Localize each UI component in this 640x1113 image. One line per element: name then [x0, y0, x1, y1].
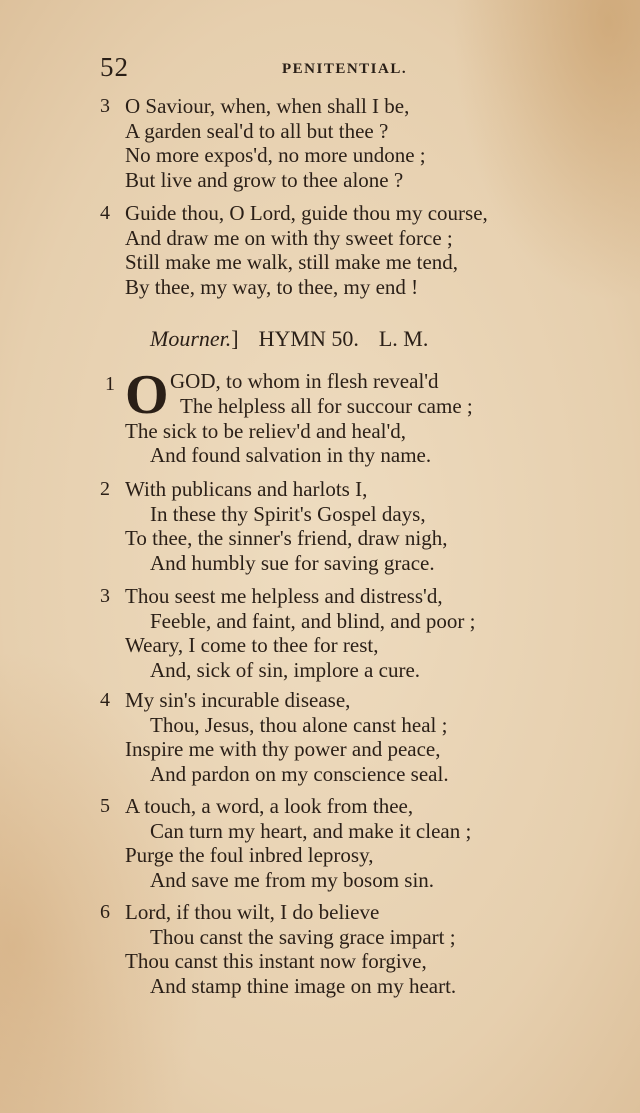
stanza-number: 3: [100, 585, 110, 607]
stanza: [100, 688, 570, 786]
verse-line: By thee, my way, to thee, my end !: [125, 274, 419, 299]
stanza-number: 3: [100, 95, 110, 117]
verse-line: Thou canst this instant now forgive,: [125, 949, 427, 973]
verse-line: Thou seest me helpless and distress'd,: [125, 584, 443, 608]
page-number: 52: [100, 52, 129, 82]
verse-line: The helpless all for succour came ;: [180, 394, 473, 418]
stanza: [100, 794, 570, 892]
stanza-number: 6: [100, 901, 110, 923]
stanza: [100, 584, 570, 682]
previous-hymn-stanza-4: [100, 201, 570, 299]
verse-line: Thou canst the saving grace impart ;: [150, 924, 456, 949]
drop-cap: O: [125, 364, 169, 426]
stanza-block: [100, 794, 570, 892]
stanza-number: 4: [100, 689, 110, 711]
verse-line: Feeble, and faint, and blind, and poor ;: [150, 608, 476, 633]
verse-line: And stamp thine image on my heart.: [150, 973, 457, 998]
stanza-number: 5: [100, 795, 110, 817]
stanza-block: [100, 584, 570, 682]
hymn-heading: [150, 326, 428, 352]
stanza: [100, 900, 570, 998]
verse-line: Still make me walk, still make me tend,: [125, 250, 459, 274]
first-stanza-rest: [100, 394, 570, 468]
hymn-title: HYMN 50.: [258, 326, 359, 351]
stanza-block: [100, 477, 570, 575]
verse-line: And humbly sue for saving grace.: [150, 550, 435, 575]
verse-line: No more expos'd, no more undone ;: [125, 143, 426, 167]
verse-line: And found salvation in thy name.: [150, 443, 432, 467]
hymn-meter: L. M.: [378, 326, 429, 351]
verse-line: Purge the foul inbred leprosy,: [125, 843, 374, 867]
page-header: [100, 52, 560, 86]
verse-line: Inspire me with thy power and peace,: [125, 737, 441, 761]
verse-line: The sick to be reliev'd and heal'd,: [125, 418, 407, 443]
verse-line: Thou, Jesus, thou alone canst heal ;: [150, 712, 448, 737]
verse-line: In these thy Spirit's Gospel days,: [150, 501, 426, 526]
verse-line: With publicans and harlots I,: [125, 477, 368, 501]
verse-line: Lord, if thou wilt, I do believe: [125, 900, 380, 924]
verse-line: Can turn my heart, and make it clean ;: [150, 818, 472, 843]
verse-line: Guide thou, O Lord, guide thou my course,: [125, 201, 488, 225]
verse-line: And save me from my bosom sin.: [150, 867, 435, 892]
verse-line: And, sick of sin, implore a cure.: [150, 657, 421, 682]
previous-hymn: [100, 94, 570, 192]
verse-line: And pardon on my conscience seal.: [150, 761, 449, 786]
verse-line: And draw me on with thy sweet force ;: [125, 225, 453, 250]
verse-line: But live and grow to thee alone ?: [125, 167, 404, 192]
hymn-bracket: ]: [231, 326, 239, 351]
verse-line: To thee, the sinner's friend, draw nigh,: [125, 526, 448, 550]
stanza: [100, 477, 570, 575]
stanza-block: [100, 900, 570, 998]
stanza: [100, 94, 570, 192]
verse-line: GOD, to whom in flesh reveal'd: [170, 369, 439, 393]
hymn-occasion: Mourner.: [150, 326, 232, 351]
verse-line: A garden seal'd to all but thee ?: [125, 118, 389, 143]
running-title: PENITENTIAL.: [282, 61, 408, 77]
stanza-number: 2: [100, 478, 110, 500]
stanza-block: [100, 688, 570, 786]
stanza-number: 1: [105, 373, 115, 395]
stanza: [100, 201, 570, 299]
verse-line: My sin's incurable disease,: [125, 688, 351, 712]
stanza-number: 4: [100, 202, 110, 224]
verse-line: O Saviour, when, when shall I be,: [125, 94, 410, 118]
verse-line: A touch, a word, a look from thee,: [125, 794, 414, 818]
verse-line: Weary, I come to thee for rest,: [125, 633, 379, 657]
